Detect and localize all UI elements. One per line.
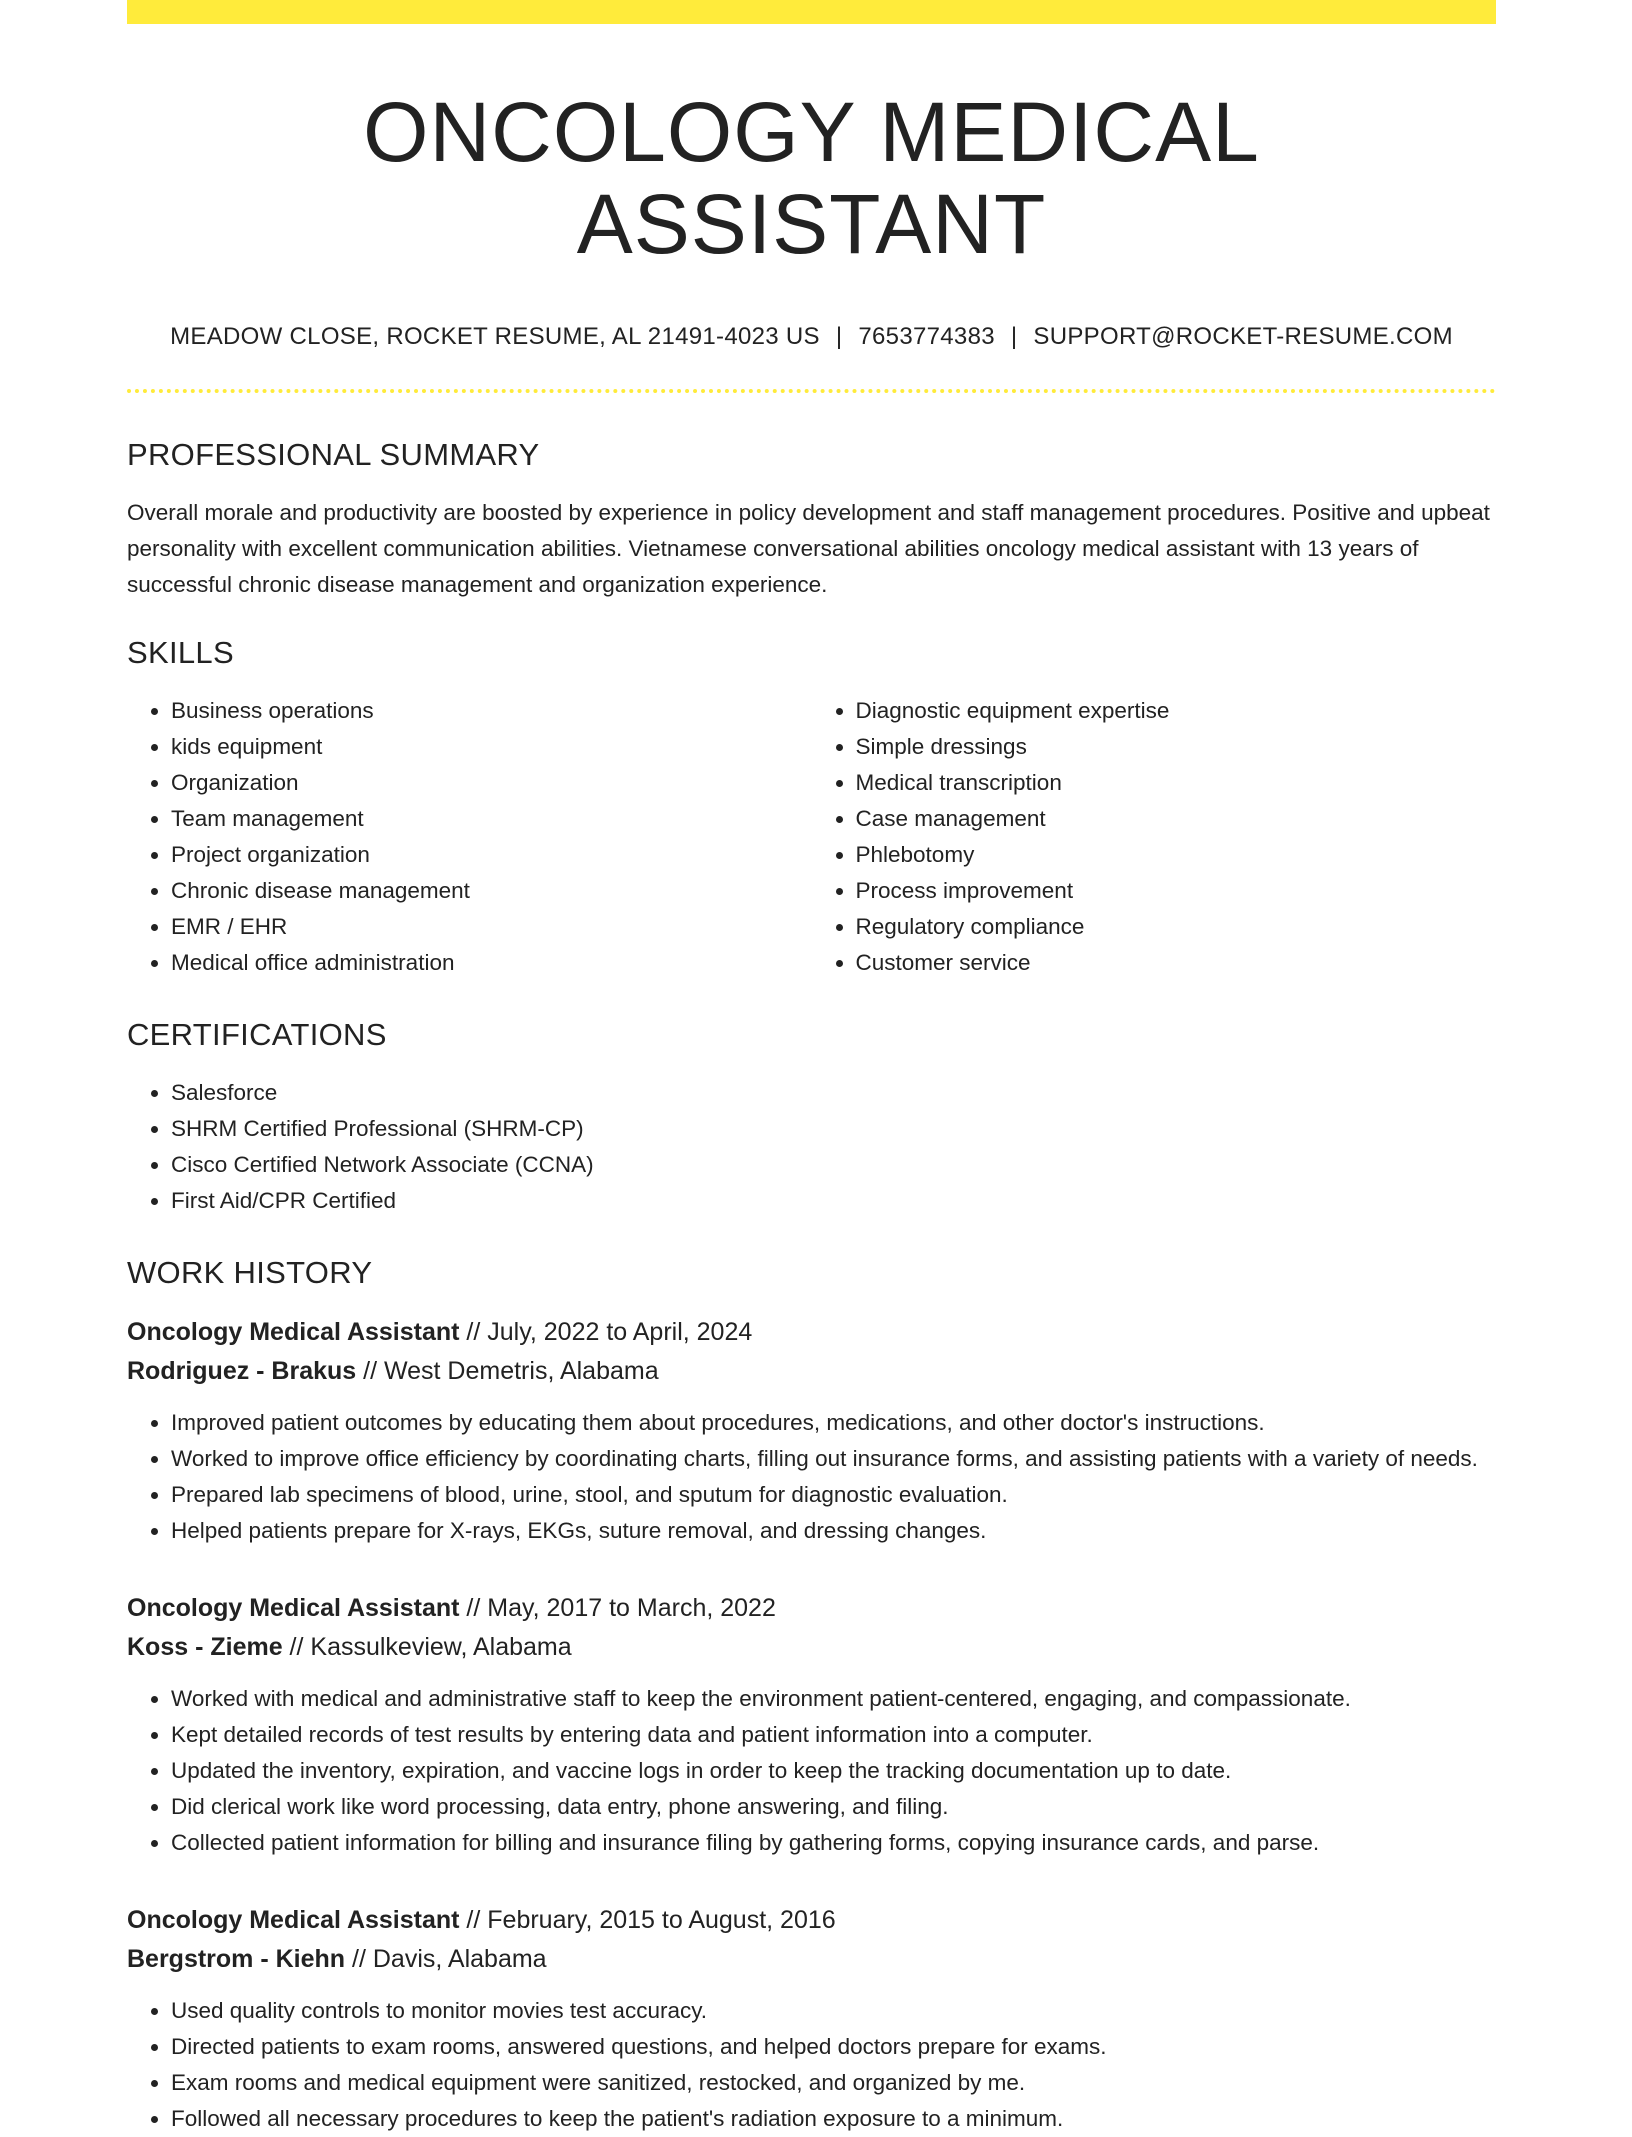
certification-item: • First Aid/CPR Certified	[171, 1183, 1496, 1219]
contact-separator: |	[835, 322, 843, 350]
job-bullet: • Used quality controls to monitor movies test accuracy.	[171, 1993, 1496, 2029]
job-company-line	[127, 1628, 1496, 1667]
candidate-title: ONCOLOGY MEDICAL ASSISTANT	[363, 85, 1260, 272]
skill-item: • EMR / EHR	[171, 909, 812, 945]
job-bullet: • Did clerical work like word processing, data entry, phone answering, and filing.	[171, 1789, 1496, 1825]
job-company: Rodriguez - Brakus	[127, 1356, 357, 1385]
job-entry	[127, 1901, 1496, 2137]
job-entry	[127, 1589, 1496, 1861]
skill-item: • Team management	[171, 801, 812, 837]
skills-list-left	[127, 693, 812, 981]
job-location: // West Demetris, Alabama	[356, 1356, 659, 1385]
job-role-line	[127, 1589, 1496, 1628]
contact-phone: 7653774383	[858, 322, 995, 350]
contact-line	[127, 323, 1496, 351]
dotted-divider	[127, 389, 1496, 393]
accent-bar	[127, 0, 1496, 24]
job-location: // Kassulkeview, Alabama	[282, 1632, 572, 1661]
certification-item: • Cisco Certified Network Associate (CCNA)	[171, 1147, 1496, 1183]
skill-item: • Medical office administration	[171, 945, 812, 981]
job-bullet: • Helped patients prepare for X-rays, EKGs, suture removal, and dressing changes.	[171, 1513, 1496, 1549]
job-bullets	[127, 1993, 1496, 2137]
summary-heading: PROFESSIONAL SUMMARY	[127, 436, 540, 472]
job-bullet: • Directed patients to exam rooms, answered questions, and helped doctors prepare for exams.	[171, 2029, 1496, 2065]
certification-item: • Salesforce	[171, 1075, 1496, 1111]
job-bullet: • Prepared lab specimens of blood, urine, stool, and sputum for diagnostic evaluation.	[171, 1477, 1496, 1513]
contact-email: SUPPORT@ROCKET-RESUME.COM	[1033, 322, 1453, 350]
skill-item: • Regulatory compliance	[856, 909, 1497, 945]
job-role: Oncology Medical Assistant	[127, 1593, 460, 1622]
skill-item: • kids equipment	[171, 729, 812, 765]
skills-columns	[127, 693, 1496, 981]
skill-item: • Chronic disease management	[171, 873, 812, 909]
job-role-line	[127, 1313, 1496, 1352]
job-role: Oncology Medical Assistant	[127, 1905, 460, 1934]
job-bullet: • Collected patient information for billing and insurance filing by gathering forms, copying insurance cards, and parse.	[171, 1825, 1496, 1861]
resume-page	[127, 0, 1496, 2137]
job-bullet: • Exam rooms and medical equipment were sanitized, restocked, and organized by me.	[171, 2065, 1496, 2101]
job-bullet: • Kept detailed records of test results by entering data and patient information into a computer.	[171, 1717, 1496, 1753]
job-location: // Davis, Alabama	[345, 1944, 547, 1973]
job-dates: // May, 2017 to March, 2022	[459, 1593, 776, 1622]
job-role: Oncology Medical Assistant	[127, 1317, 460, 1346]
job-bullets	[127, 1405, 1496, 1549]
job-company: Koss - Zieme	[127, 1632, 283, 1661]
job-bullet: • Followed all necessary procedures to keep the patient's radiation exposure to a minimum.	[171, 2101, 1496, 2137]
skill-item: • Simple dressings	[856, 729, 1497, 765]
certifications-heading: CERTIFICATIONS	[127, 1016, 387, 1052]
skill-item: • Organization	[171, 765, 812, 801]
skills-heading: SKILLS	[127, 634, 234, 670]
job-dates: // July, 2022 to April, 2024	[459, 1317, 753, 1346]
job-company-line	[127, 1940, 1496, 1979]
skill-item: • Medical transcription	[856, 765, 1497, 801]
contact-address: MEADOW CLOSE, ROCKET RESUME, AL 21491-4023 US	[170, 322, 820, 350]
skill-item: • Project organization	[171, 837, 812, 873]
job-bullet: • Updated the inventory, expiration, and vaccine logs in order to keep the tracking documentation up to date.	[171, 1753, 1496, 1789]
skill-item: • Business operations	[171, 693, 812, 729]
certification-item: • SHRM Certified Professional (SHRM-CP)	[171, 1111, 1496, 1147]
skill-item: • Process improvement	[856, 873, 1497, 909]
job-company-line	[127, 1352, 1496, 1391]
job-company: Bergstrom - Kiehn	[127, 1944, 346, 1973]
skill-item: • Diagnostic equipment expertise	[856, 693, 1497, 729]
job-bullet: • Worked to improve office efficiency by coordinating charts, filling out insurance forms, and assisting patients with a variety of needs.	[171, 1441, 1496, 1477]
job-bullet: • Worked with medical and administrative staff to keep the environment patient-centered, engaging, and compassionate.	[171, 1681, 1496, 1717]
skill-item: • Customer service	[856, 945, 1497, 981]
skill-item: • Phlebotomy	[856, 837, 1497, 873]
skills-list-right	[812, 693, 1497, 981]
work-history-heading: WORK HISTORY	[127, 1254, 373, 1290]
summary-text: Overall morale and productivity are boosted by experience in policy development and staff management procedures. Positive and upbeat personality with excellent communication abilities. Vietnamese conversational abilities oncology medical assistant with 13 years of successful chronic disease management and organization experience.	[127, 499, 1490, 597]
job-dates: // February, 2015 to August, 2016	[459, 1905, 836, 1934]
job-role-line	[127, 1901, 1496, 1940]
job-bullets	[127, 1681, 1496, 1861]
certifications-list	[127, 1075, 1496, 1219]
contact-separator: |	[1010, 322, 1018, 350]
job-entry	[127, 1313, 1496, 1549]
job-bullet: • Improved patient outcomes by educating them about procedures, medications, and other doctor's instructions.	[171, 1405, 1496, 1441]
skill-item: • Case management	[856, 801, 1497, 837]
